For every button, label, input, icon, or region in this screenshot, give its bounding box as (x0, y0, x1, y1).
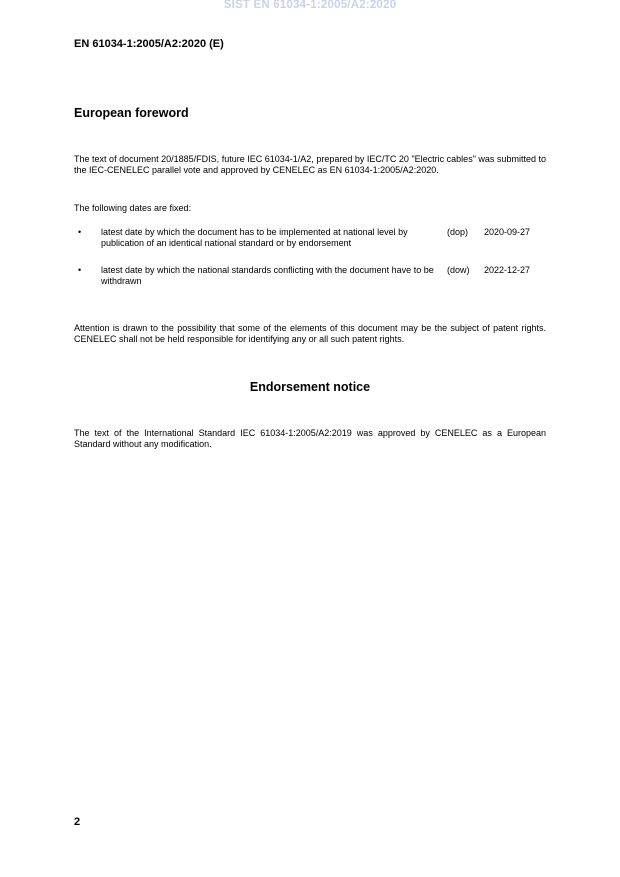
date-abbreviation: (dow) (447, 265, 470, 275)
date-value: 2022-12-27 (484, 265, 531, 275)
date-abbreviation: (dop) (447, 227, 469, 237)
watermark: SIST EN 61034-1:2005/A2:2020 (223, 0, 397, 11)
bullet: • (78, 265, 82, 275)
page-number: 2 (74, 816, 81, 828)
endorsement-heading: Endorsement notice (249, 380, 371, 394)
endorsement-paragraph: The text of the International Standard IEC 61034-1:2005/A2:2019 was approved by CENELEC as a European Standard without any modification. (74, 428, 546, 449)
date-item-dow (74, 265, 546, 289)
date-value: 2020-09-27 (484, 227, 531, 237)
foreword-paragraph-2: The following dates are fixed: (74, 203, 192, 213)
foreword-heading: European foreword (74, 106, 189, 120)
date-description: latest date by which the document has to be implemented at national level by publication of an identical national standard or by endorsement (101, 227, 408, 248)
date-description: latest date by which the national standards conflicting with the document have to be withdrawn (101, 265, 434, 286)
foreword-paragraph-3: Attention is drawn to the possibility that some of the elements of this document may be the subject of patent rights. CENELEC shall not be held responsible for identifying any or all such patent rights. (74, 323, 546, 344)
document-id: EN 61034-1:2005/A2:2020 (E) (74, 38, 224, 50)
foreword-paragraph-1: The text of document 20/1885/FDIS, future IEC 61034-1/A2, prepared by IEC/TC 20 "Electric cables" was submitted to the IEC-CENELEC parallel vote and approved by CENELEC as EN 61034-1:2005/A2:2020. (74, 154, 546, 175)
date-item-dop (74, 227, 546, 251)
bullet: • (78, 227, 82, 237)
